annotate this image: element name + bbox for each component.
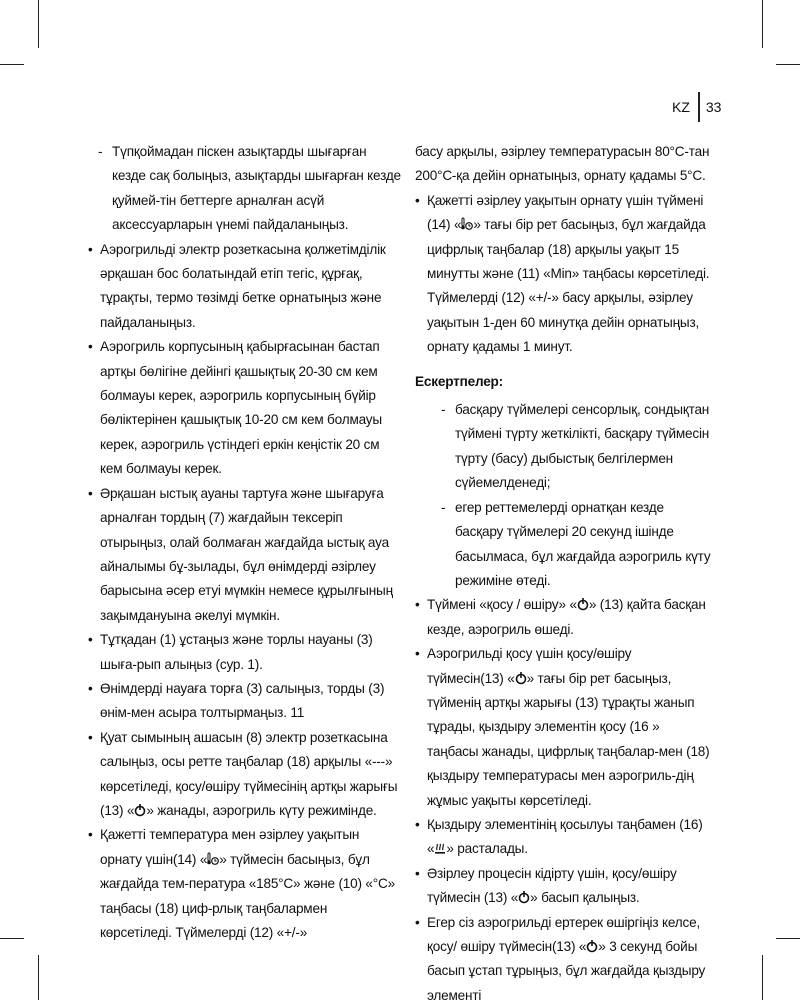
crop-mark xyxy=(776,938,800,939)
left-column xyxy=(88,140,402,945)
bullet-marker: • xyxy=(415,816,420,832)
list-item: • Аэрогрильді қосу үшін қосу/өшіру түймесін(13) « » тағы бір рет басыңыз, түйменің артқы жарығы (13) тұрақты жанып тұрады, қыздыру элементін қосу (16 » таңбасы жанады, цифрлық таңбалар-мен (18) қыздыру температурасы мен аэрогриль-дің жұмыс уақыты көрсетіледі. xyxy=(415,642,711,813)
list-item: • Қуат сымының ашасын (8) электр розеткасына салыңыз, осы ретте таңбалар (18) арқылы «---» көрсетіледі, қосу/өшіру түймесінің артқы жарығы (13) « » жанады, аэрогриль күту режимінде. xyxy=(88,726,402,824)
bullet-marker: • xyxy=(88,339,93,355)
dash-marker: - xyxy=(441,402,446,418)
language-code: KZ xyxy=(672,99,690,115)
crop-mark xyxy=(762,0,763,48)
crop-mark xyxy=(38,0,39,48)
instruction-list xyxy=(415,593,711,1008)
list-item: • Әрқашан ыстық ауаны тартуға және шығаруға арналған тордың (7) жағдайын тексеріп отырыңыз, олай болмаған жағдайда ыстық ауа айналымы бұ-зылады, бұл өнімдерді әзірлеу барысына әсер етуі мүмкін немесе құрылғының зақымдануына әкелуі мүмкін. xyxy=(88,482,402,628)
bullet-marker: • xyxy=(415,914,420,930)
list-item: • Аэрогриль корпусының қабырғасынан бастап артқы бөлігіне дейінгі қашықтық 20-30 см кем болмауы керек, аэрогриль корпусының бүйір бөліктерінен қашықтық 10-20 см кем болмауы керек, аэрогриль үстіндегі еркін кеңістік 20 см кем болмауы керек. xyxy=(88,335,402,481)
list-item: • Әзірлеу процесін кідірту үшін, қосу/өшіру түймесін (13) « » басып қалыңыз. xyxy=(415,862,711,911)
bullet-marker: • xyxy=(88,485,93,501)
bullet-marker: • xyxy=(415,192,420,208)
list-item: • Тұтқадан (1) ұстаңыз және торлы науаны (3) шыға-рып алыңыз (сур. 1). xyxy=(88,628,402,677)
bullet-marker: • xyxy=(88,632,93,648)
crop-mark xyxy=(38,955,39,1000)
page-header xyxy=(672,92,721,122)
bullet-marker: • xyxy=(415,646,420,662)
bullet-marker: • xyxy=(88,680,93,696)
power-icon xyxy=(518,890,530,904)
power-icon xyxy=(586,939,598,953)
dash-marker: - xyxy=(441,499,446,515)
bullet-marker: • xyxy=(88,827,93,843)
crop-mark xyxy=(0,938,24,939)
instruction-list xyxy=(88,140,402,945)
crop-mark xyxy=(776,64,800,65)
power-icon xyxy=(134,803,146,817)
crop-mark xyxy=(762,955,763,1000)
heat-icon xyxy=(434,841,446,855)
bullet-marker: • xyxy=(88,729,93,745)
list-item: • Өнімдерді науаға торға (3) салыңыз, торды (3) өнім-мен асыра толтырмаңыз. 11 xyxy=(88,677,402,726)
notes-list xyxy=(415,398,711,593)
dash-marker: - xyxy=(98,144,103,159)
bullet-marker: • xyxy=(415,597,420,613)
list-item: • Аэрогрильді электр розеткасына қолжетімділік әрқашан бос болатындай етіп тегіс, құрғақ, тұрақты, термо төзімді бетке орнатыңыз және пайдаланыңыз. xyxy=(88,238,402,336)
power-icon xyxy=(577,597,589,611)
notes-heading: Ескертпелер: xyxy=(415,373,503,389)
list-item: - егер реттемелерді орнатқан кезде басқару түймелері 20 секунд ішінде басылмаса, бұл жағдайда аэрогриль күту режиміне өтеді. xyxy=(427,496,711,594)
page-number: 33 xyxy=(705,99,722,115)
time-temp-icon xyxy=(207,852,219,866)
list-item: • Қажетті температура мен әзірлеу уақытын орнату үшін(14) « » түймесін басыңыз, бұл жағдайда тем-пература «185°С» және (10) «°С» таңбасы (18) циф-рлық таңбалармен көрсетіледі. Түймелерді (12) «+/-» xyxy=(88,823,402,945)
bullet-marker: • xyxy=(88,241,93,257)
list-item: - Түпқоймадан піскен азықтарды шығарған кезде сақ болыңыз, азықтарды шығарған кезде қуймей-тін беттерге арналған асүй аксессуарларын үнемі пайдаланыңыз. xyxy=(88,140,402,238)
paragraph-continuation: басу арқылы, әзірлеу температурасын 80°С-тан 200°С-қа дейін орнатыңыз, орнату қадамы 5°С. xyxy=(415,144,710,184)
list-item: • Қажетті әзірлеу уақытын орнату үшін түймені (14) « » тағы бір рет басыңыз, бұл жағдайда цифрлық таңбалар (18) арқылы уақыт 15 минутты және (11) «Min» таңбасы көрсетіледі. Түймелерді (12) «+/-» басу арқылы, әзірлеу уақытын 1-ден 60 минутқа дейін орнатыңыз, орнату қадамы 1 минут. xyxy=(415,189,711,360)
bullet-marker: • xyxy=(415,865,420,881)
time-temp-icon xyxy=(461,217,473,231)
list-item: • Егер сіз аэрогрильді ертерек өшіргіңіз келсе, қосу/ өшіру түймесін(13) « » 3 секунд бойы басып ұстап тұрыңыз, бұл жағдайда қыздыру элементі xyxy=(415,911,711,1008)
instruction-list xyxy=(415,189,711,360)
right-column xyxy=(415,140,711,1008)
crop-mark xyxy=(0,64,24,65)
list-item: - басқару түймелері сенсорлық, сондықтан түймені түрту жеткілікті, басқару түймесін түрту (басу) дыбыстық белгілермен сүйемелденеді; xyxy=(427,398,711,496)
header-divider xyxy=(698,92,700,122)
list-item: • Қыздыру элементінің қосылуы таңбамен (16) « » расталады. xyxy=(415,813,711,862)
list-item: • Түймені «қосу / өшіру» « » (13) қайта басқан кезде, аэрогриль өшеді. xyxy=(415,593,711,642)
power-icon xyxy=(515,671,527,685)
